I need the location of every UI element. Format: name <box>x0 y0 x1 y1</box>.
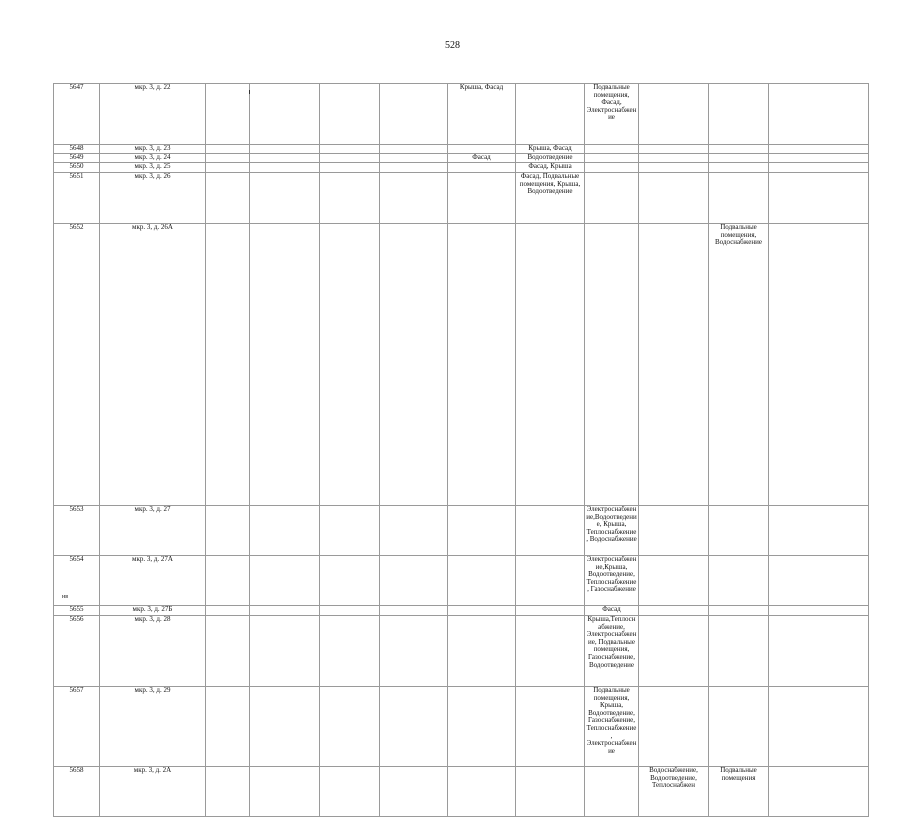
table-cell: Подвальные помещения <box>709 766 769 816</box>
row-address: мкр. 3, д. 29 <box>100 686 206 766</box>
table-cell <box>639 605 709 615</box>
table-cell <box>206 173 250 224</box>
table-cell <box>206 605 250 615</box>
table-cell: Фасад <box>585 605 639 615</box>
table-row <box>54 154 869 163</box>
table-cell <box>320 163 380 173</box>
table-cell: Фасад, Крыша <box>516 163 585 173</box>
table-cell <box>320 173 380 224</box>
row-number: 5656 <box>54 615 100 686</box>
table-row <box>54 615 869 686</box>
table-cell <box>639 555 709 605</box>
row-address: мкр. 3, д. 24 <box>100 154 206 163</box>
table-cell <box>516 84 585 145</box>
table-cell <box>769 84 869 145</box>
table-cell <box>639 686 709 766</box>
table-cell <box>380 615 448 686</box>
table-cell <box>516 505 585 555</box>
row-address: мкр. 3, д. 23 <box>100 145 206 154</box>
table-cell <box>448 163 516 173</box>
table-cell <box>769 173 869 224</box>
table-cell <box>516 555 585 605</box>
table-row <box>54 555 869 605</box>
table-cell <box>709 154 769 163</box>
table-cell <box>320 686 380 766</box>
row-number: 5653 <box>54 505 100 555</box>
table-cell <box>206 686 250 766</box>
row-address: мкр. 3, д. 28 <box>100 615 206 686</box>
table-row <box>54 766 869 816</box>
table-cell: Электроснабжение,Крыша, Водоотведение, Теплоснабжение, Газоснабжение <box>585 555 639 605</box>
table-cell <box>206 615 250 686</box>
table-cell <box>448 505 516 555</box>
table-cell <box>380 163 448 173</box>
table-cell <box>769 605 869 615</box>
table-cell <box>380 145 448 154</box>
table-cell <box>320 154 380 163</box>
table-cell <box>448 145 516 154</box>
table-cell <box>250 154 320 163</box>
row-address: мкр. 3, д. 27Б <box>100 605 206 615</box>
page-number: 528 <box>445 40 460 51</box>
table-row <box>54 224 869 506</box>
table-cell <box>516 766 585 816</box>
table-row <box>54 505 869 555</box>
table-cell <box>250 686 320 766</box>
table-cell <box>250 163 320 173</box>
table-cell <box>320 555 380 605</box>
table-cell <box>448 766 516 816</box>
table-cell <box>585 766 639 816</box>
row-number: 5650 <box>54 163 100 173</box>
table-cell <box>709 505 769 555</box>
footer-mark: нв <box>62 594 69 600</box>
row-address: мкр. 3, д. 26 <box>100 173 206 224</box>
table-cell <box>250 766 320 816</box>
table-cell <box>380 224 448 506</box>
table-cell <box>380 555 448 605</box>
table-cell <box>320 224 380 506</box>
table-cell <box>639 84 709 145</box>
table-cell <box>709 615 769 686</box>
table-cell: Крыша, Фасад <box>448 84 516 145</box>
table-cell <box>769 163 869 173</box>
row-number: 5651 <box>54 173 100 224</box>
row-number: 5658 <box>54 766 100 816</box>
table-cell <box>448 555 516 605</box>
row-number: 5657 <box>54 686 100 766</box>
table-cell <box>206 766 250 816</box>
table-cell <box>639 173 709 224</box>
table-cell: Подвальные помещения, Крыша, Водоотведение, Газоснабжение, Теплоснабжение, Электроснабжение <box>585 686 639 766</box>
table-cell <box>250 505 320 555</box>
table-cell <box>709 555 769 605</box>
table-cell: Крыша,Теплоснабжение, Электроснабжение, Подвальные помещения, Газоснабжение, Водоотведение <box>585 615 639 686</box>
row-number: 5647 <box>54 84 100 145</box>
table-cell <box>206 224 250 506</box>
table-cell <box>639 163 709 173</box>
table-cell: Подвальные помещения, Водоснабжение <box>709 224 769 506</box>
table-cell <box>380 686 448 766</box>
table-cell <box>585 163 639 173</box>
table-cell <box>709 145 769 154</box>
row-address: мкр. 3, д. 26А <box>100 224 206 506</box>
table-row <box>54 173 869 224</box>
row-number: 5648 <box>54 145 100 154</box>
table-row <box>54 145 869 154</box>
row-number: 5654 <box>54 555 100 605</box>
table-cell: Подвальные помещения, Фасад, Электроснабжение <box>585 84 639 145</box>
table-cell <box>516 686 585 766</box>
table-cell <box>639 224 709 506</box>
table-row <box>54 605 869 615</box>
table-cell <box>516 224 585 506</box>
table-cell <box>320 505 380 555</box>
table-cell <box>206 84 250 145</box>
table-cell <box>448 173 516 224</box>
table-cell <box>709 686 769 766</box>
table-cell <box>320 84 380 145</box>
table-cell <box>769 766 869 816</box>
table-row <box>54 686 869 766</box>
table-cell <box>709 84 769 145</box>
table-cell <box>516 615 585 686</box>
table-cell <box>769 224 869 506</box>
table-cell <box>709 605 769 615</box>
table-cell <box>769 145 869 154</box>
table-cell <box>250 224 320 506</box>
row-address: мкр. 3, д. 25 <box>100 163 206 173</box>
table-cell <box>380 766 448 816</box>
table-cell: Водоснабжение, Водоотведение, Теплоснабжен <box>639 766 709 816</box>
table-cell <box>380 505 448 555</box>
table-cell <box>448 224 516 506</box>
table-cell <box>585 154 639 163</box>
table-cell <box>250 605 320 615</box>
table-cell <box>380 605 448 615</box>
table-cell <box>709 173 769 224</box>
table-cell <box>516 605 585 615</box>
row-number: 5655 <box>54 605 100 615</box>
table-cell <box>585 224 639 506</box>
repair-schedule-table <box>53 83 869 817</box>
table-cell <box>250 84 320 145</box>
table-row <box>54 163 869 173</box>
table-cell <box>250 145 320 154</box>
row-address: мкр. 3, д. 22 <box>100 84 206 145</box>
table-cell <box>206 154 250 163</box>
table-cell: Крыша, Фасад <box>516 145 585 154</box>
table-cell <box>769 615 869 686</box>
table-cell <box>380 154 448 163</box>
table-cell <box>320 605 380 615</box>
table-cell <box>639 145 709 154</box>
table-cell <box>320 615 380 686</box>
table-cell <box>585 145 639 154</box>
row-number: 5652 <box>54 224 100 506</box>
row-address: мкр. 3, д. 27А <box>100 555 206 605</box>
table-cell <box>250 555 320 605</box>
table-cell <box>380 173 448 224</box>
table-cell <box>585 173 639 224</box>
table-cell: Электроснабжение,Водоотведение, Крыша, Теплоснабжение, Водоснабжение <box>585 505 639 555</box>
row-number: 5649 <box>54 154 100 163</box>
cell-mark <box>249 90 250 94</box>
table-cell: Фасад, Подвальные помещения, Крыша, Водоотведение <box>516 173 585 224</box>
table-cell <box>206 555 250 605</box>
table-cell <box>639 505 709 555</box>
table-cell <box>769 154 869 163</box>
table-cell <box>639 615 709 686</box>
table-cell <box>639 154 709 163</box>
table-cell <box>448 615 516 686</box>
row-address: мкр. 3, д. 2А <box>100 766 206 816</box>
table-cell <box>769 686 869 766</box>
table-row <box>54 84 869 145</box>
table-cell <box>709 163 769 173</box>
table-cell <box>769 505 869 555</box>
table-cell <box>769 555 869 605</box>
table-cell <box>206 145 250 154</box>
table-cell <box>206 505 250 555</box>
row-address: мкр. 3, д. 27 <box>100 505 206 555</box>
table-cell <box>250 173 320 224</box>
table-cell <box>448 686 516 766</box>
table-cell <box>380 84 448 145</box>
table-cell <box>206 163 250 173</box>
table-cell <box>250 615 320 686</box>
table-cell: Фасад <box>448 154 516 163</box>
table-cell: Водоотведение <box>516 154 585 163</box>
table-cell <box>448 605 516 615</box>
table-cell <box>320 766 380 816</box>
table-cell <box>320 145 380 154</box>
